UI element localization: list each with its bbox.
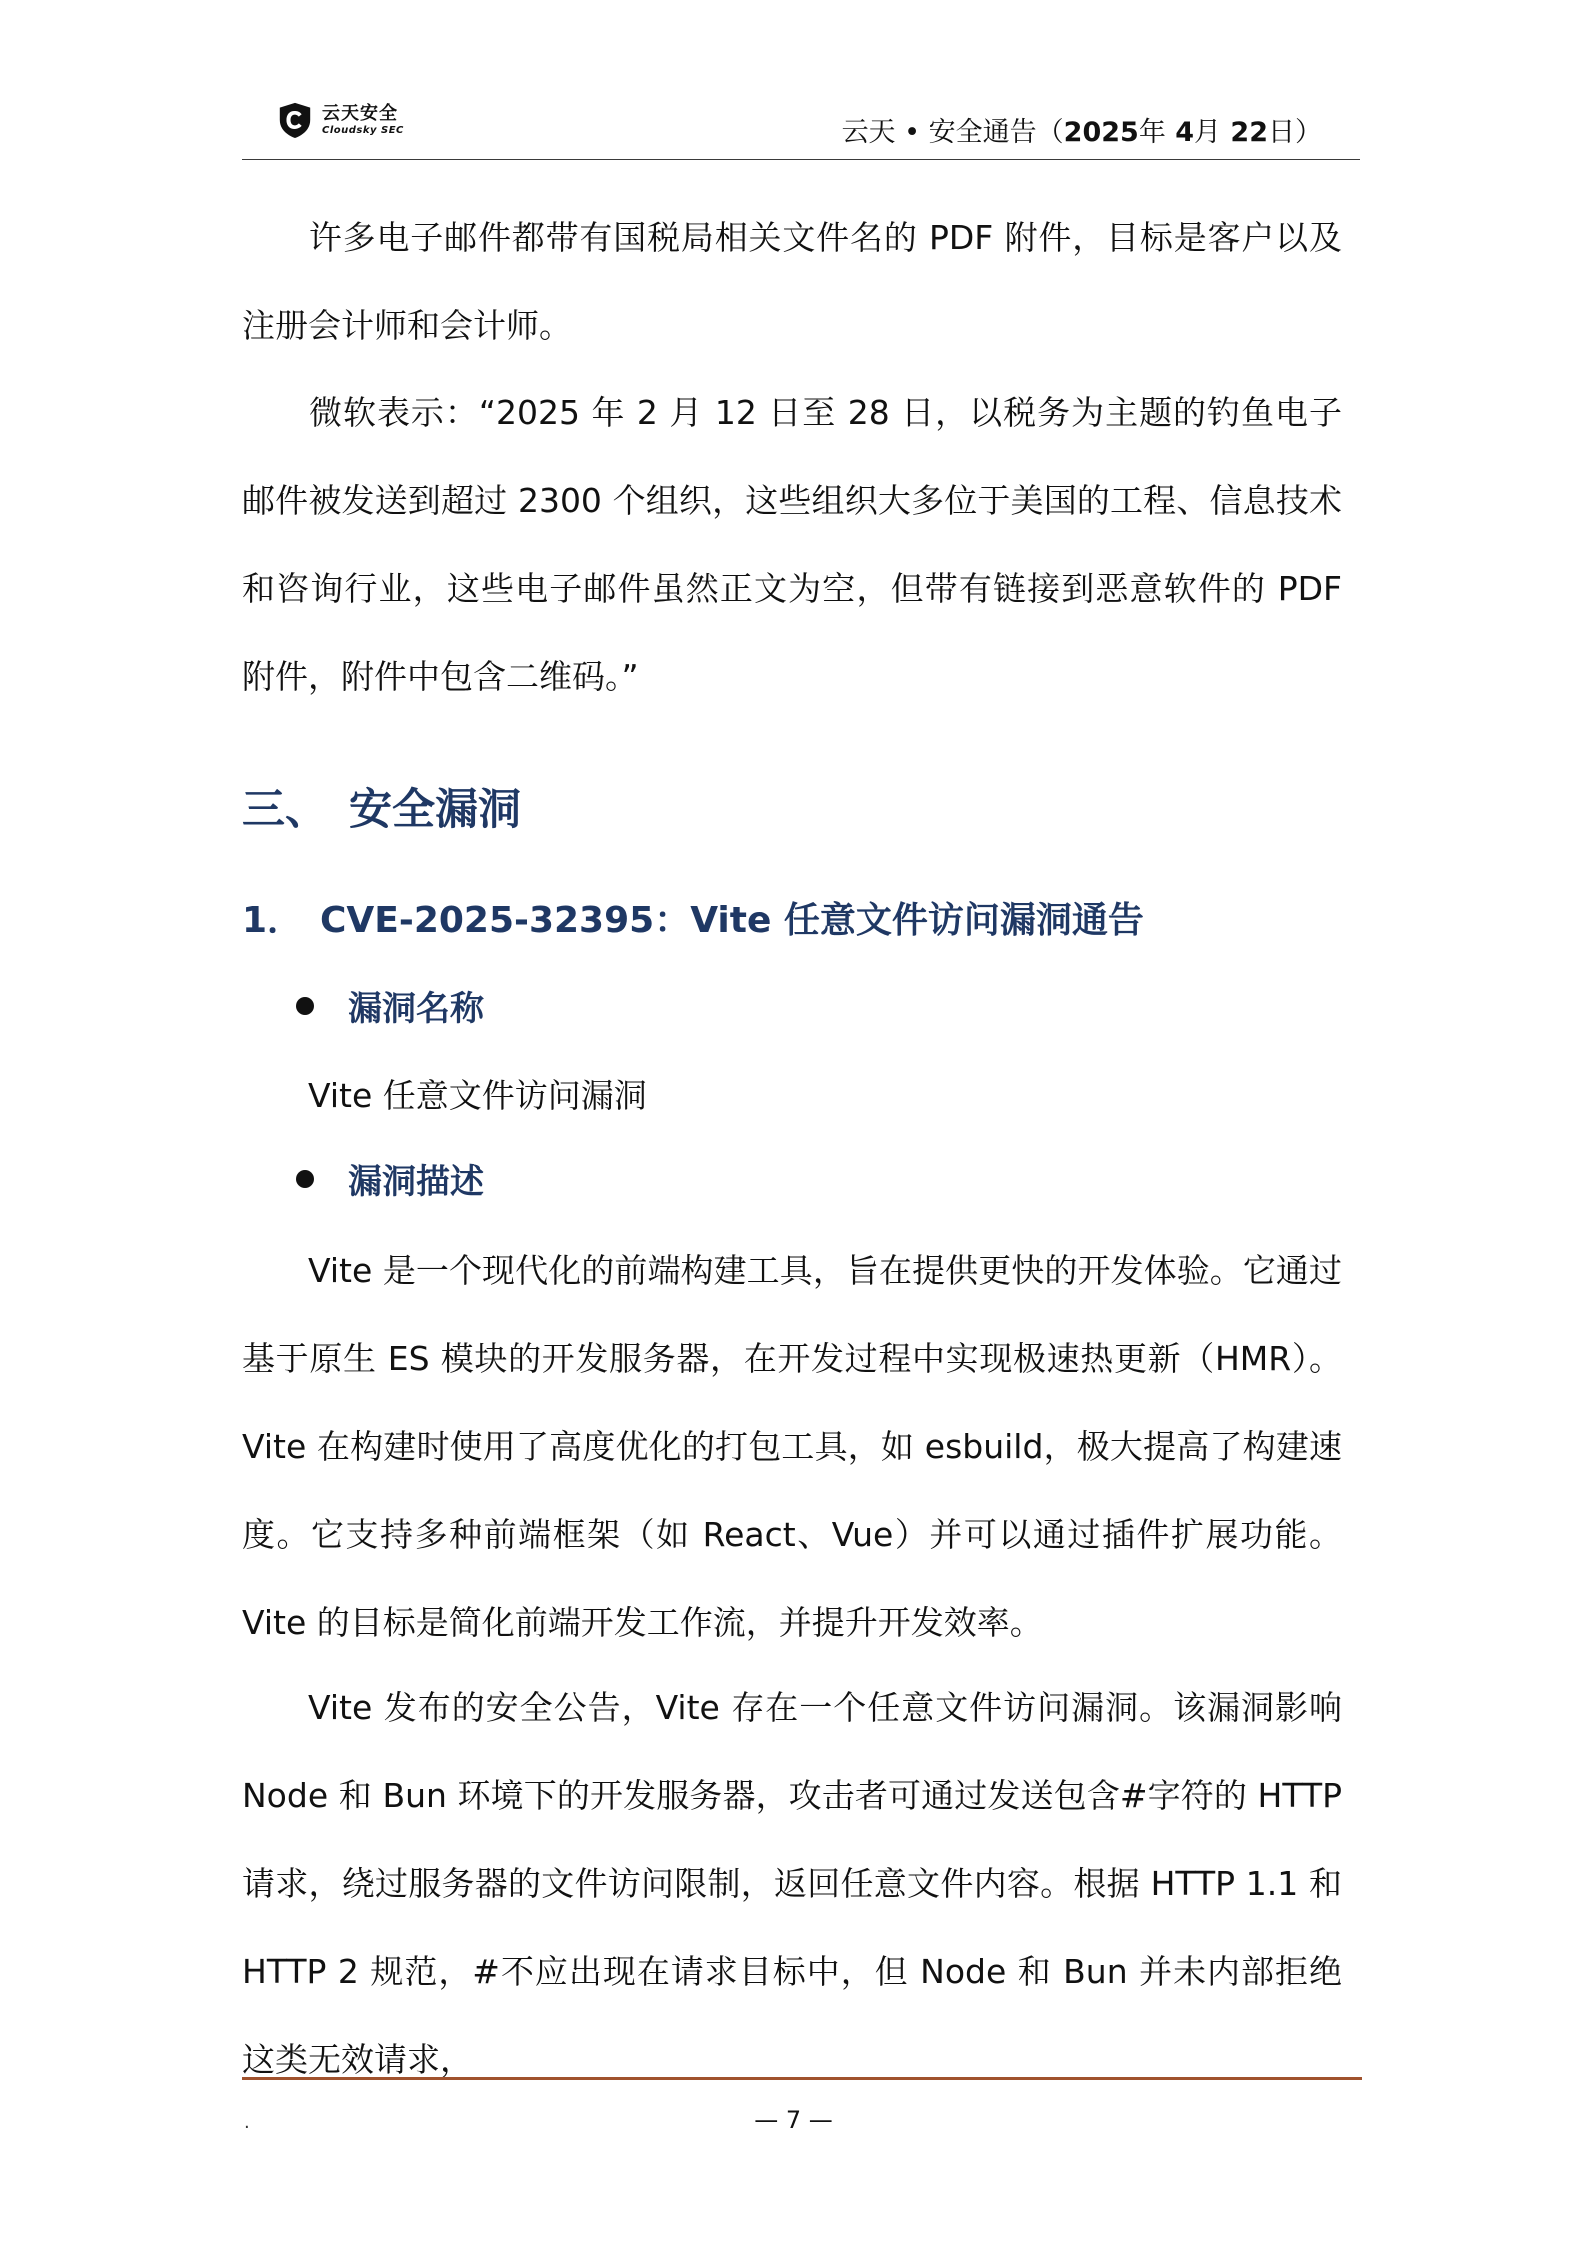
- vuln-name-value: Vite 任意文件访问漏洞: [308, 1076, 647, 1115]
- body-paragraph: 许多电子邮件都带有国税局相关文件名的 PDF 附件，目标是客户以及注册会计师和会计师。: [242, 218, 1342, 345]
- footer-mark: .: [244, 2112, 250, 2133]
- bullet-icon: [296, 997, 314, 1015]
- header-title: 云天 • 安全通告（2025年 4月 22日）: [841, 117, 1322, 148]
- shield-logo-icon: [276, 101, 314, 139]
- section-heading: 三、 安全漏洞: [242, 785, 521, 835]
- logo-english-name: Cloudsky SEC: [322, 124, 404, 136]
- body-paragraph: 微软表示：“2025 年 2 月 12 日至 28 日，以税务为主题的钓鱼电子邮件被发送到超过 2300 个组织，这些组织大多位于美国的工程、信息技术和咨询行业，这些电子邮件虽然正文为空，但带有链接到恶意软件的 PDF 附件，附件中包含二维码。”: [242, 393, 1342, 696]
- bullet-heading-vuln-name: 漏洞名称: [296, 981, 484, 1030]
- header-divider: [242, 159, 1360, 160]
- subsection-heading: 1． CVE-2025-32395：Vite 任意文件访问漏洞通告: [242, 900, 1144, 941]
- page-header: [242, 96, 1360, 162]
- page-number: — 7 —: [754, 2106, 833, 2134]
- company-logo: [276, 96, 404, 144]
- bullet-heading-vuln-desc: 漏洞描述: [296, 1154, 484, 1203]
- body-paragraph: Vite 发布的安全公告，Vite 存在一个任意文件访问漏洞。该漏洞影响 Node 和 Bun 环境下的开发服务器，攻击者可通过发送包含#字符的 HTTP 请求，绕过服务器的文件访问限制，返回任意文件内容。根据 HTTP 1.1 和 HTTP 2 规范，#不应出现在请求目标中，但 Node 和 Bun 并未内部拒绝这类无效请求，: [242, 1688, 1342, 2079]
- body-paragraph: Vite 是一个现代化的前端构建工具，旨在提供更快的开发体验。它通过基于原生 ES 模块的开发服务器，在开发过程中实现极速热更新（HMR）。Vite 在构建时使用了高度优化的打包工具，如 esbuild，极大提高了构建速度。它支持多种前端框架（如 React、Vue）并可以通过插件扩展功能。Vite 的目标是简化前端开发工作流，并提升开发效率。: [242, 1251, 1342, 1642]
- logo-chinese-name: 云天安全: [322, 102, 398, 124]
- bullet-icon: [296, 1170, 314, 1188]
- footer-divider: [242, 2077, 1362, 2080]
